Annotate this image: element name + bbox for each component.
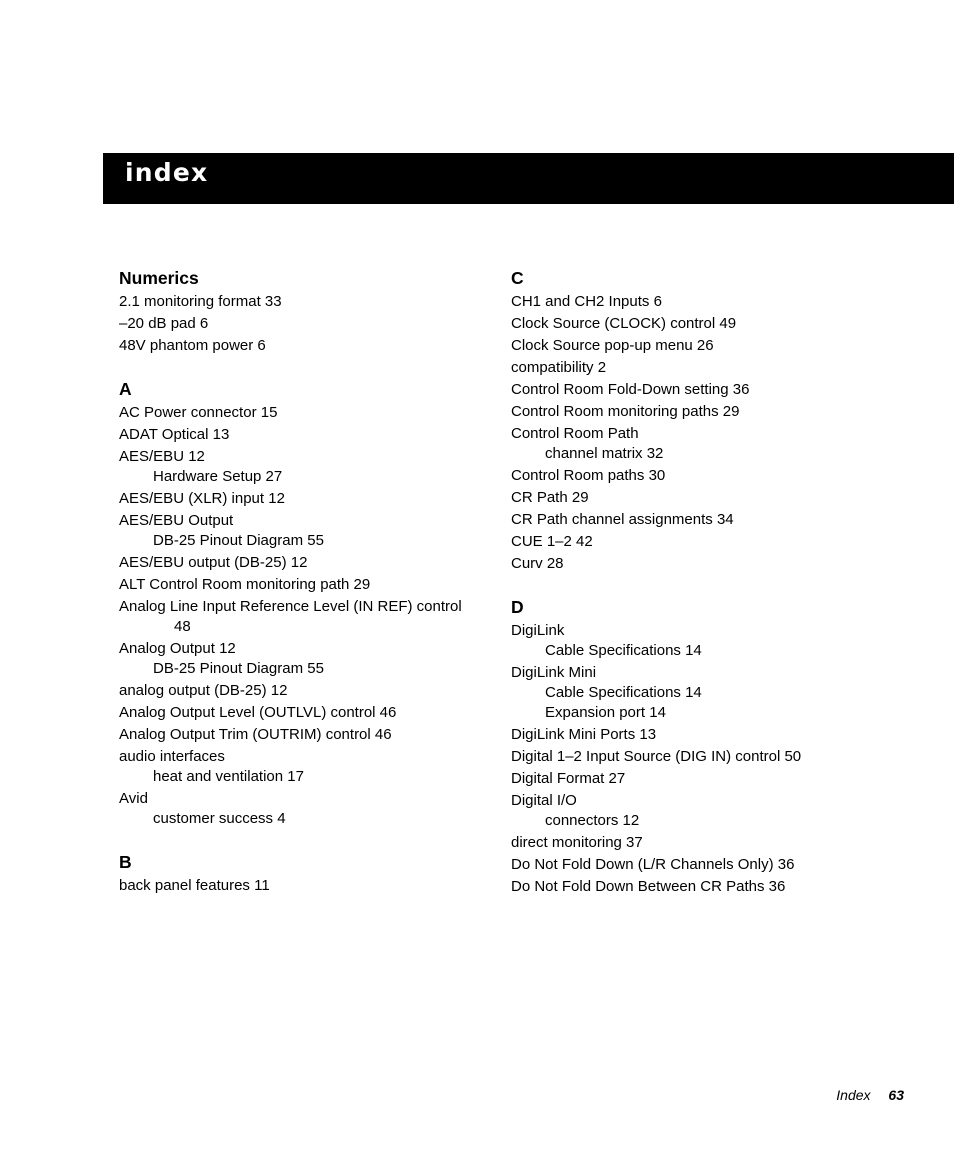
index-entry: DigiLink Cable Specifications 14 — [511, 621, 931, 661]
section-heading: A — [119, 379, 132, 399]
index-entry: Digital I/O connectors 12 — [511, 791, 931, 831]
index-entry: –20 dB pad 6 — [119, 315, 209, 332]
index-entry: back panel features 11 — [119, 877, 270, 894]
index-entry: Control Room Fold-Down setting 36 — [511, 381, 750, 398]
section-heading: D — [511, 597, 524, 617]
section-heading: C — [511, 268, 524, 288]
index-entry: audio interfaces heat and ventilation 17 — [119, 747, 489, 787]
index-column-right — [511, 266, 931, 918]
index-entry: ADAT Optical 13 — [119, 426, 230, 443]
index-entry: 48V phantom power 6 — [119, 337, 266, 354]
index-entry: Analog Output Trim (OUTRIM) control 46 — [119, 726, 392, 743]
page-footer — [836, 1086, 904, 1104]
index-subentry: heat and ventilation 17 — [153, 768, 304, 785]
index-entry: Avid customer success 4 — [119, 789, 489, 829]
index-section-b — [119, 850, 489, 896]
index-entry: 2.1 monitoring format 33 — [119, 293, 282, 310]
index-entry: analog output (DB-25) 12 — [119, 682, 288, 699]
index-subentry: customer success 4 — [153, 810, 286, 827]
index-entry: DigiLink Mini Ports 13 — [511, 726, 657, 743]
index-entry: direct monitoring 37 — [511, 834, 643, 851]
index-entry: Curv 28 — [511, 555, 564, 572]
index-entry: AES/EBU (XLR) input 12 — [119, 490, 285, 507]
index-subentry: Hardware Setup 27 — [153, 468, 283, 485]
index-entry: Control Room monitoring paths 29 — [511, 403, 740, 420]
index-subentry: DB-25 Pinout Diagram 55 — [153, 532, 324, 549]
index-column-left — [119, 266, 489, 917]
index-entry: AES/EBU Output DB-25 Pinout Diagram 55 — [119, 511, 489, 551]
index-entry: Analog Output 12 DB-25 Pinout Diagram 55 — [119, 639, 489, 679]
index-entry: Control Room paths 30 — [511, 467, 666, 484]
index-subentry: Expansion port 14 — [545, 704, 666, 721]
index-entry: Digital Format 27 — [511, 770, 626, 787]
index-section-a — [119, 377, 489, 829]
index-entry: Analog Line Input Reference Level (IN REF) control 48 — [119, 597, 489, 637]
index-entry: Digital 1–2 Input Source (DIG IN) control 50 — [511, 748, 802, 765]
index-entry: ALT Control Room monitoring path 29 — [119, 576, 371, 593]
index-entry: Analog Output Level (OUTLVL) control 46 — [119, 704, 397, 721]
footer-section-label: Index — [836, 1087, 871, 1103]
index-subentry: Cable Specifications 14 — [545, 684, 702, 701]
section-heading: Numerics — [119, 268, 199, 288]
index-section-c — [511, 266, 931, 574]
index-entry-continuation: 48 — [174, 618, 191, 635]
index-entry: Clock Source pop-up menu 26 — [511, 337, 714, 354]
index-subentry: connectors 12 — [545, 812, 640, 829]
index-subentry: channel matrix 32 — [545, 445, 664, 462]
index-entry: Clock Source (CLOCK) control 49 — [511, 315, 737, 332]
page-number: 63 — [888, 1087, 904, 1103]
index-entry: AES/EBU output (DB-25) 12 — [119, 554, 308, 571]
index-entry: Do Not Fold Down Between CR Paths 36 — [511, 878, 786, 895]
index-entry: AC Power connector 15 — [119, 404, 278, 421]
index-entry: CR Path 29 — [511, 489, 589, 506]
page-title: index — [125, 158, 209, 187]
index-section-numerics — [119, 266, 489, 356]
index-entry: CUE 1–2 42 — [511, 533, 593, 550]
chapter-title-bar — [103, 153, 954, 204]
index-section-d — [511, 595, 931, 897]
index-entry: DigiLink Mini Cable Specifications 14 Expansion port 14 — [511, 663, 931, 723]
section-heading: B — [119, 852, 132, 872]
index-entry: CR Path channel assignments 34 — [511, 511, 734, 528]
index-subentry: DB-25 Pinout Diagram 55 — [153, 660, 324, 677]
index-entry: AES/EBU 12 Hardware Setup 27 — [119, 447, 489, 487]
index-subentry: Cable Specifications 14 — [545, 642, 702, 659]
index-entry: CH1 and CH2 Inputs 6 — [511, 293, 662, 310]
index-entry: compatibility 2 — [511, 359, 607, 376]
index-entry: Do Not Fold Down (L/R Channels Only) 36 — [511, 856, 795, 873]
index-entry: Control Room Path channel matrix 32 — [511, 424, 931, 464]
